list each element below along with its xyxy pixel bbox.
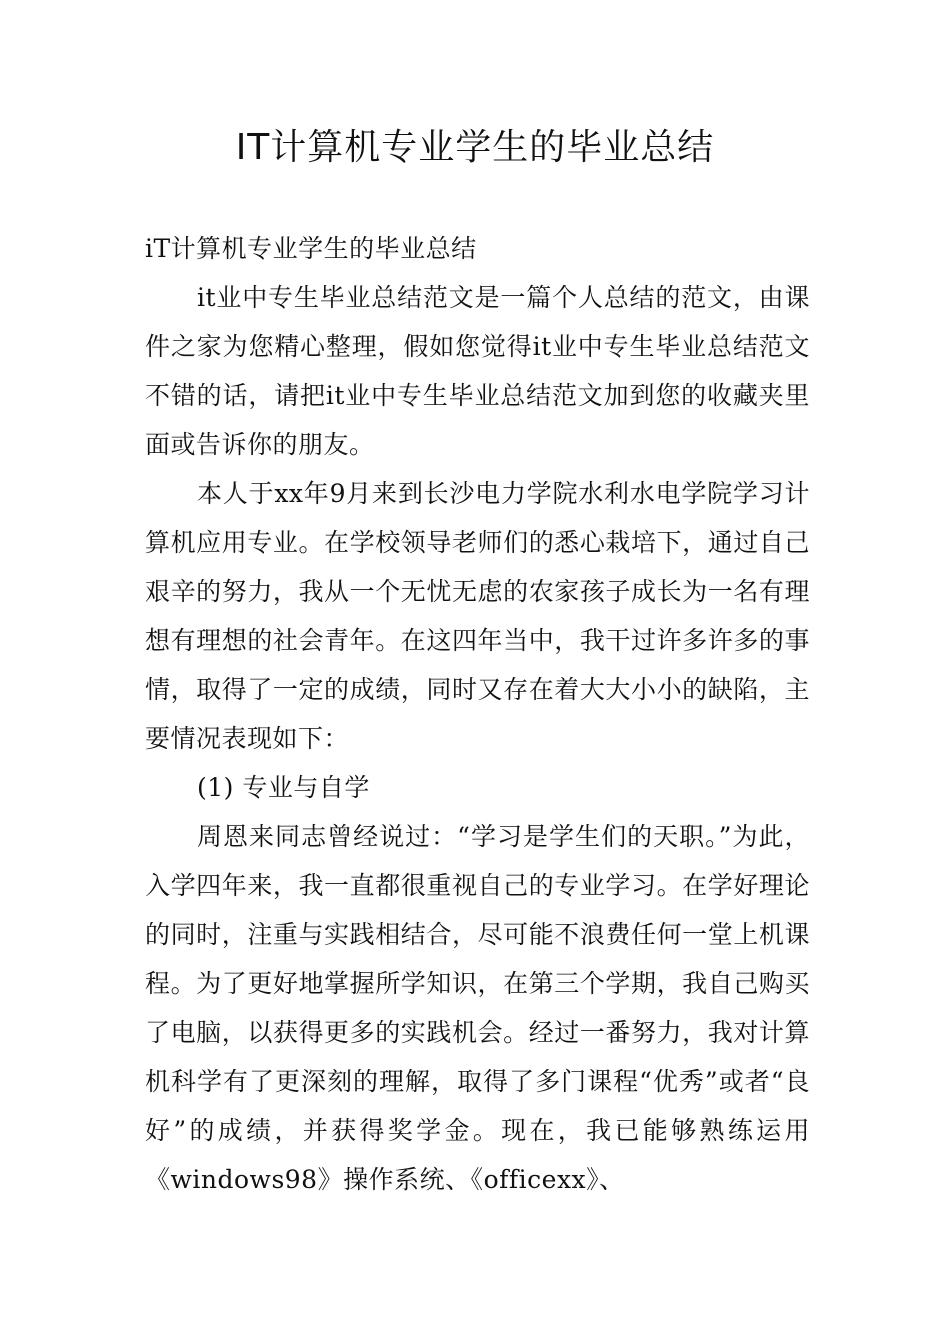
study-paragraph: 周恩来同志曾经说过：“学习是学生们的天职。”为此，入学四年来，我一直都很重视自己的专业学习。在学好理论的同时，注重与实践相结合，尽可能不浪费任何一堂上机课程。为了更好地掌握所学知识，在第三个学期，我自己购买了电脑，以获得更多的实践机会。经过一番努力，我对计算机科学有了更深刻的理解，取得了多门课程“优秀”或者“良好”的成绩，并获得奖学金。现在，我已能够熟练运用《windows98》操作系统、《officexx》、: [145, 822, 810, 1194]
document-body: [145, 224, 810, 1204]
intro-paragraph: it业中专生毕业总结范文是一篇个人总结的范文，由课件之家为您精心整理，假如您觉得it业中专生毕业总结范文不错的话，请把it业中专生毕业总结范文加到您的收藏夹里面或告诉你的朋友。: [145, 283, 810, 459]
subtitle-paragraph: iT计算机专业学生的毕业总结: [145, 234, 477, 263]
section-heading: (1) 专业与自学: [197, 773, 370, 802]
document-title: IT计算机专业学生的毕业总结: [235, 127, 715, 168]
background-paragraph: 本人于xx年9月来到长沙电力学院水利水电学院学习计算机应用专业。在学校领导老师们的悉心栽培下，通过自己艰辛的努力，我从一个无忧无虑的农家孩子成长为一名有理想有理想的社会青年。在这四年当中，我干过许多许多的事情，取得了一定的成绩，同时又存在着大大小小的缺陷，主要情况表现如下：: [145, 479, 810, 753]
